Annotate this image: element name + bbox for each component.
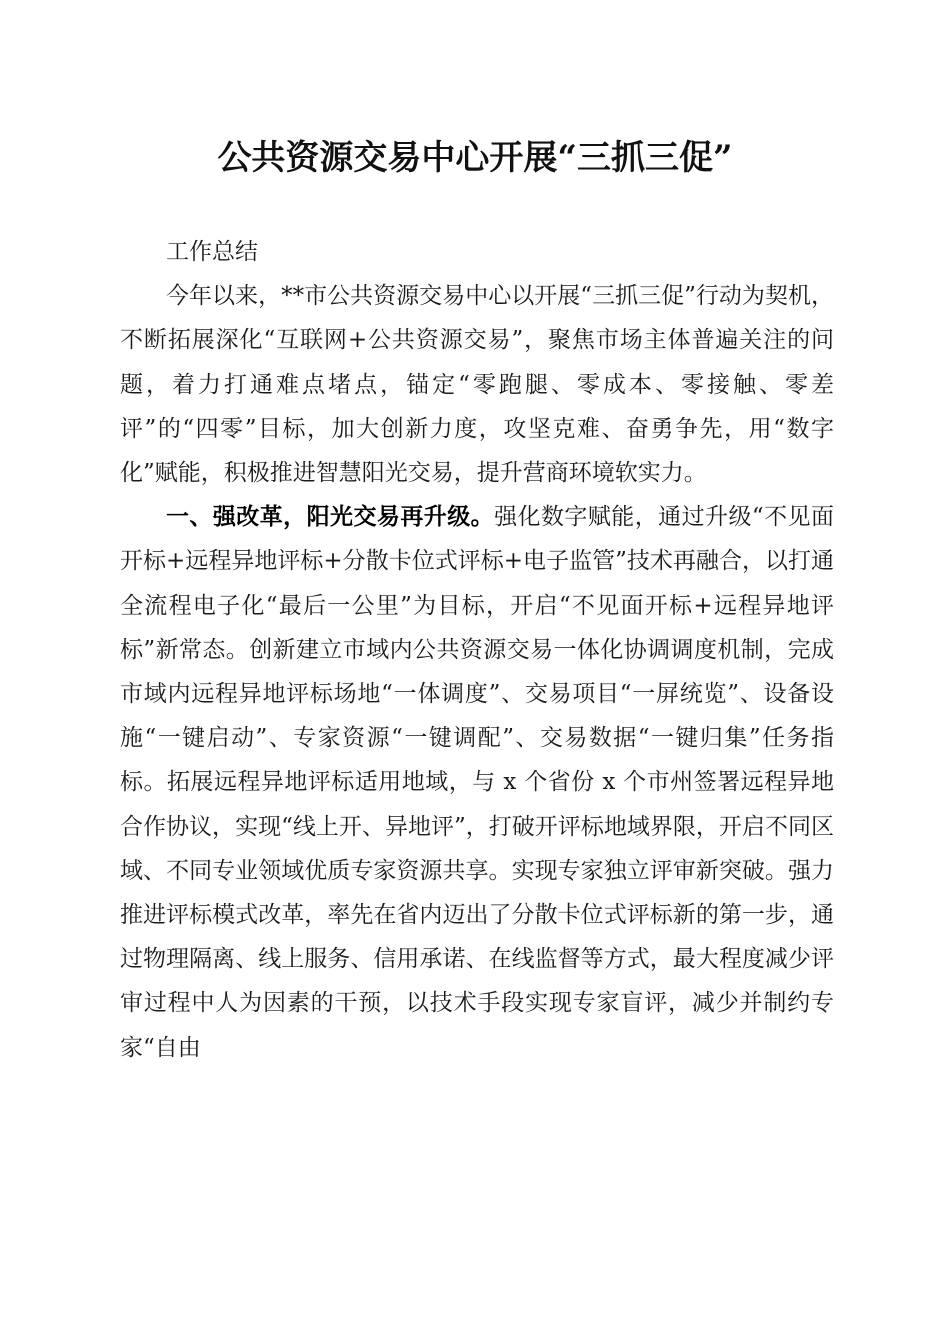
document-body	[120, 230, 834, 1070]
section-1-body: 强化数字赋能，通过升级“不见面开标+远程异地评标+分散卡位式评标+电子监管”技术再融合，以打通全流程电子化“最后一公里”为目标，开启“不见面开标+远程异地评标”新常态。创新建立市域内公共资源交易一体化协调调度机制，完成市域内远程异地评标场地“一体调度”、交易项目“一屏统览”、设备设施“一键启动”、专家资源“一键调配”、交易数据“一键归集”任务指标。拓展远程异地评标适用地域，与 x 个省份 x 个市州签署远程异地合作协议，实现“线上开、异地评”，打破开评标地域界限，开启不同区域、不同专业领域优质专家资源共享。实现专家独立评审新突破。强力推进评标模式改革，率先在省内迈出了分散卡位式评标新的第一步，通过物理隔离、线上服务、信用承诺、在线监督等方式，最大程度减少评审过程中人为因素的干预，以技术手段实现专家盲评，减少并制约专家“自由	[120, 504, 835, 1061]
intro-paragraph: 今年以来，**市公共资源交易中心以开展“三抓三促”行动为契机，不断拓展深化“互联网+公共资源交易”，聚焦市场主体普遍关注的问题，着力打通难点堵点，锚定“零跑腿、零成本、零接触、零差评”的“四零”目标，加大创新力度，攻坚克难、奋勇争先，用“数字化”赋能，积极推进智慧阳光交易，提升营商环境软实力。	[120, 283, 834, 487]
section-1-paragraph	[120, 495, 834, 1070]
document-title: 公共资源交易中心开展“三抓三促”	[217, 138, 733, 178]
document-subtitle: 工作总结	[166, 239, 258, 265]
section-1-heading: 一、强改革，阳光交易再升级。	[166, 504, 495, 531]
